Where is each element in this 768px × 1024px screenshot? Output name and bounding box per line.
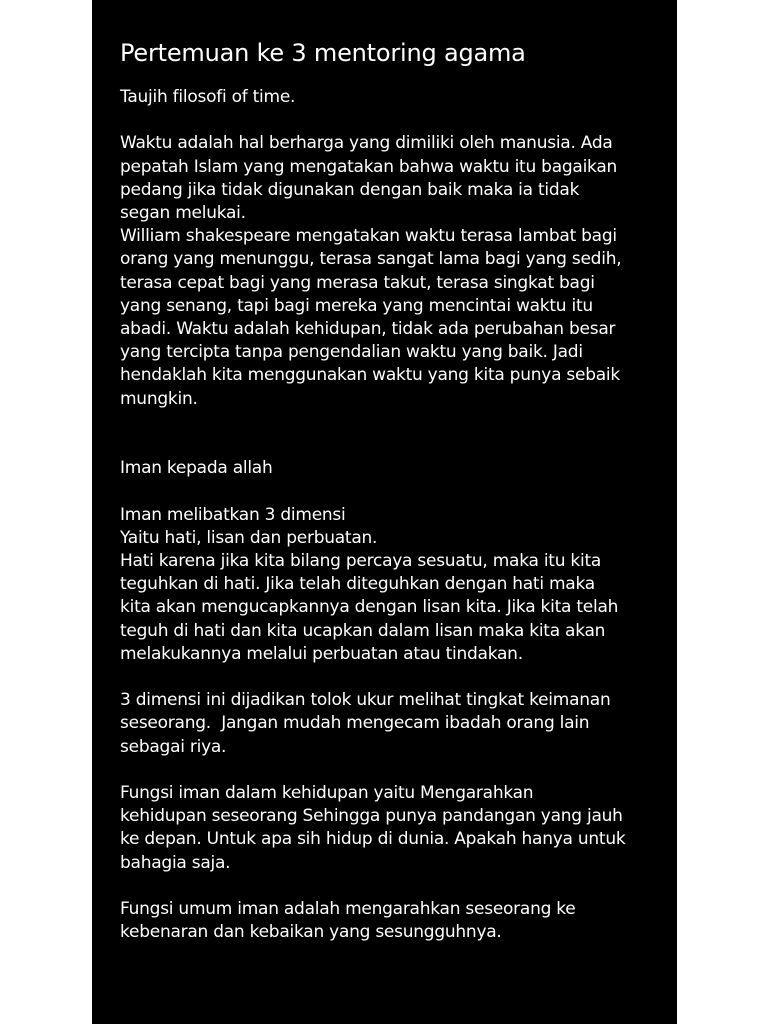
note-text-line: bahagia saja. <box>120 852 231 873</box>
blank-line <box>120 411 655 434</box>
note-text-line: sebagai riya. <box>120 736 227 757</box>
note-screen <box>92 0 677 1024</box>
note-text-line: yang senang, tapi bagi mereka yang mencintai waktu itu <box>120 295 593 316</box>
note-text-line: Yaitu hati, lisan dan perbuatan. <box>120 527 378 548</box>
note-text-line: seseorang. Jangan mudah mengecam ibadah orang lain <box>120 713 590 734</box>
note-text-line: Taujih filosofi of time. <box>120 87 296 107</box>
note-text-line: pepatah Islam yang mengatakan bahwa waktu itu bagaikan <box>120 156 618 177</box>
note-content[interactable] <box>120 36 655 944</box>
note-text-line: Iman kepada allah <box>120 458 273 479</box>
note-text-line: abadi. Waktu adalah kehidupan, tidak ada perubahan besar <box>120 319 616 340</box>
note-text-line: segan melukai. <box>120 203 246 223</box>
note-text-line: pedang jika tidak digunakan dengan baik maka ia tidak <box>120 179 580 200</box>
note-text-line: teguhkan di hati. Jika telah diteguhkan dengan hati maka <box>120 574 595 595</box>
note-text-line: William shakespeare mengatakan waktu terasa lambat bagi <box>120 226 617 247</box>
note-text-line: Hati karena jika kita bilang percaya sesuatu, maka itu kita <box>120 551 602 571</box>
note-body[interactable] <box>120 86 655 944</box>
note-text-line: orang yang menunggu, terasa sangat lama bagi yang sedih, <box>120 249 622 270</box>
note-text-line: kehidupan seseorang Sehingga punya pandangan yang jauh <box>120 806 623 827</box>
note-text-line: teguh di hati dan kita ucapkan dalam lisan maka kita akan <box>120 620 606 641</box>
note-text-line: melakukannya melalui perbuatan atau tindakan. <box>120 643 523 664</box>
note-text-line: terasa cepat bagi yang merasa takut, terasa singkat bagi <box>120 272 595 293</box>
note-text-line: 3 dimensi ini dijadikan tolok ukur melihat tingkat keimanan <box>120 690 611 711</box>
note-text-line: yang tercipta tanpa pengendalian waktu yang baik. Jadi <box>120 342 583 363</box>
note-text-line: mungkin. <box>120 388 198 409</box>
blank-line <box>120 109 655 132</box>
note-text-line: Waktu adalah hal berharga yang dimiliki oleh manusia. Ada <box>120 133 613 154</box>
note-title: Pertemuan ke 3 mentoring agama <box>120 39 526 67</box>
blank-line <box>120 434 655 457</box>
blank-line <box>120 759 655 782</box>
note-text-line: kita akan mengucapkannya dengan lisan kita. Jika kita telah <box>120 597 619 618</box>
blank-line <box>120 480 655 503</box>
note-text-line: Fungsi umum iman adalah mengarahkan seseorang ke <box>120 899 576 919</box>
note-text-line: ke depan. Untuk apa sih hidup di dunia. Apakah hanya untuk <box>120 829 626 850</box>
note-text-line: Iman melibatkan 3 dimensi <box>120 504 346 525</box>
note-text-line: kebenaran dan kebaikan yang sesungguhnya. <box>120 922 502 943</box>
note-text-line: Fungsi iman dalam kehidupan yaitu Mengarahkan <box>120 783 534 803</box>
blank-line <box>120 666 655 689</box>
note-text-line: hendaklah kita menggunakan waktu yang kita punya sebaik <box>120 365 620 386</box>
blank-line <box>120 875 655 898</box>
